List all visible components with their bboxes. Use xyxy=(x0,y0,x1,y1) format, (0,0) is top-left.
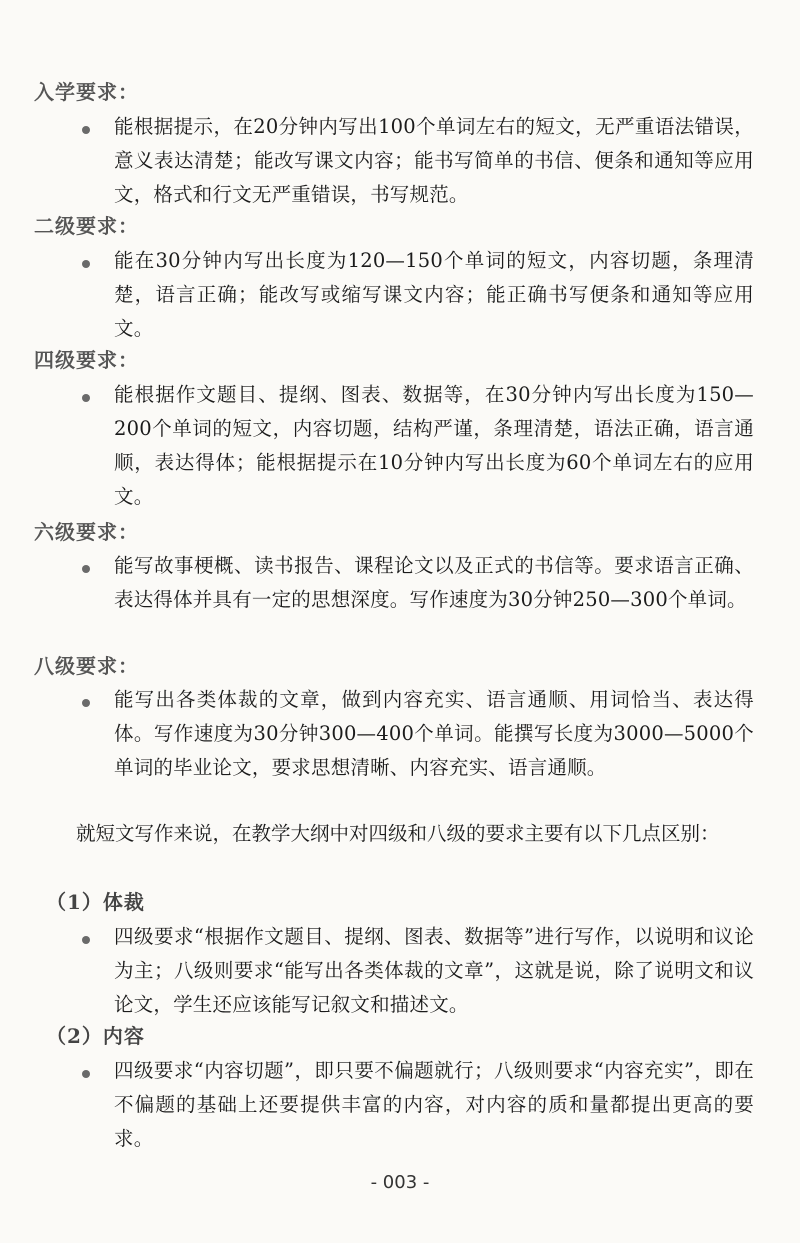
point-heading-content: （2）内容 xyxy=(46,1024,145,1048)
point-text-genre: 四级要求“根据作文题目、提纲、图表、数据等”进行写作，以说明和议论为主；八级则要求“能写出各类体裁的文章”，这就是说，除了说明文和议论文，学生还应该能写记叙文和描述文。 xyxy=(114,925,754,1016)
section-text-level-6: 能写故事梗概、读书报告、课程论文以及正式的书信等。要求语言正确、表达得体并具有一定的思想深度。写作速度为30分钟250—300个单词。 xyxy=(114,554,754,611)
bullet-icon xyxy=(82,699,90,707)
page-number: - 003 - xyxy=(370,1172,430,1193)
section-heading-level-6: 六级要求： xyxy=(34,520,139,544)
section-heading-entry: 入学要求： xyxy=(34,80,139,104)
section-text-level-4: 能根据作文题目、提纲、图表、数据等，在30分钟内写出长度为150—200个单词的短文，内容切题，结构严谨，条理清楚，语法正确，语言通顺，表达得体；能根据提示在10分钟内写出长度为60个单词左右的应用文。 xyxy=(114,383,754,508)
bullet-icon xyxy=(82,126,90,134)
section-text-level-2: 能在30分钟内写出长度为120—150个单词的短文，内容切题，条理清楚，语言正确；能改写或缩写课文内容；能正确书写便条和通知等应用文。 xyxy=(114,249,754,340)
section-text-entry: 能根据提示，在20分钟内写出100个单词左右的短文，无严重语法错误，意义表达清楚；能改写课文内容；能书写简单的书信、便条和通知等应用文，格式和行文无严重错误，书写规范。 xyxy=(114,115,754,206)
bullet-icon xyxy=(82,936,90,944)
section-heading-level-2: 二级要求： xyxy=(34,214,139,238)
point-text-content: 四级要求“内容切题”，即只要不偏题就行；八级则要求“内容充实”，即在不偏题的基础上还要提供丰富的内容，对内容的质和量都提出更高的要求。 xyxy=(114,1059,754,1150)
bullet-icon xyxy=(82,1070,90,1078)
intro-paragraph: 就短文写作来说，在教学大纲中对四级和八级的要求主要有以下几点区别： xyxy=(76,822,720,845)
section-heading-level-4: 四级要求： xyxy=(34,348,139,372)
bullet-icon xyxy=(82,260,90,268)
bullet-icon xyxy=(82,565,90,573)
section-heading-level-8: 八级要求： xyxy=(34,654,139,678)
section-text-level-8: 能写出各类体裁的文章，做到内容充实、语言通顺、用词恰当、表达得体。写作速度为30分钟300—400个单词。能撰写长度为3000—5000个单词的毕业论文，要求思想清晰、内容充实、语言通顺。 xyxy=(114,688,754,779)
point-heading-genre: （1）体裁 xyxy=(46,890,145,914)
bullet-icon xyxy=(82,394,90,402)
